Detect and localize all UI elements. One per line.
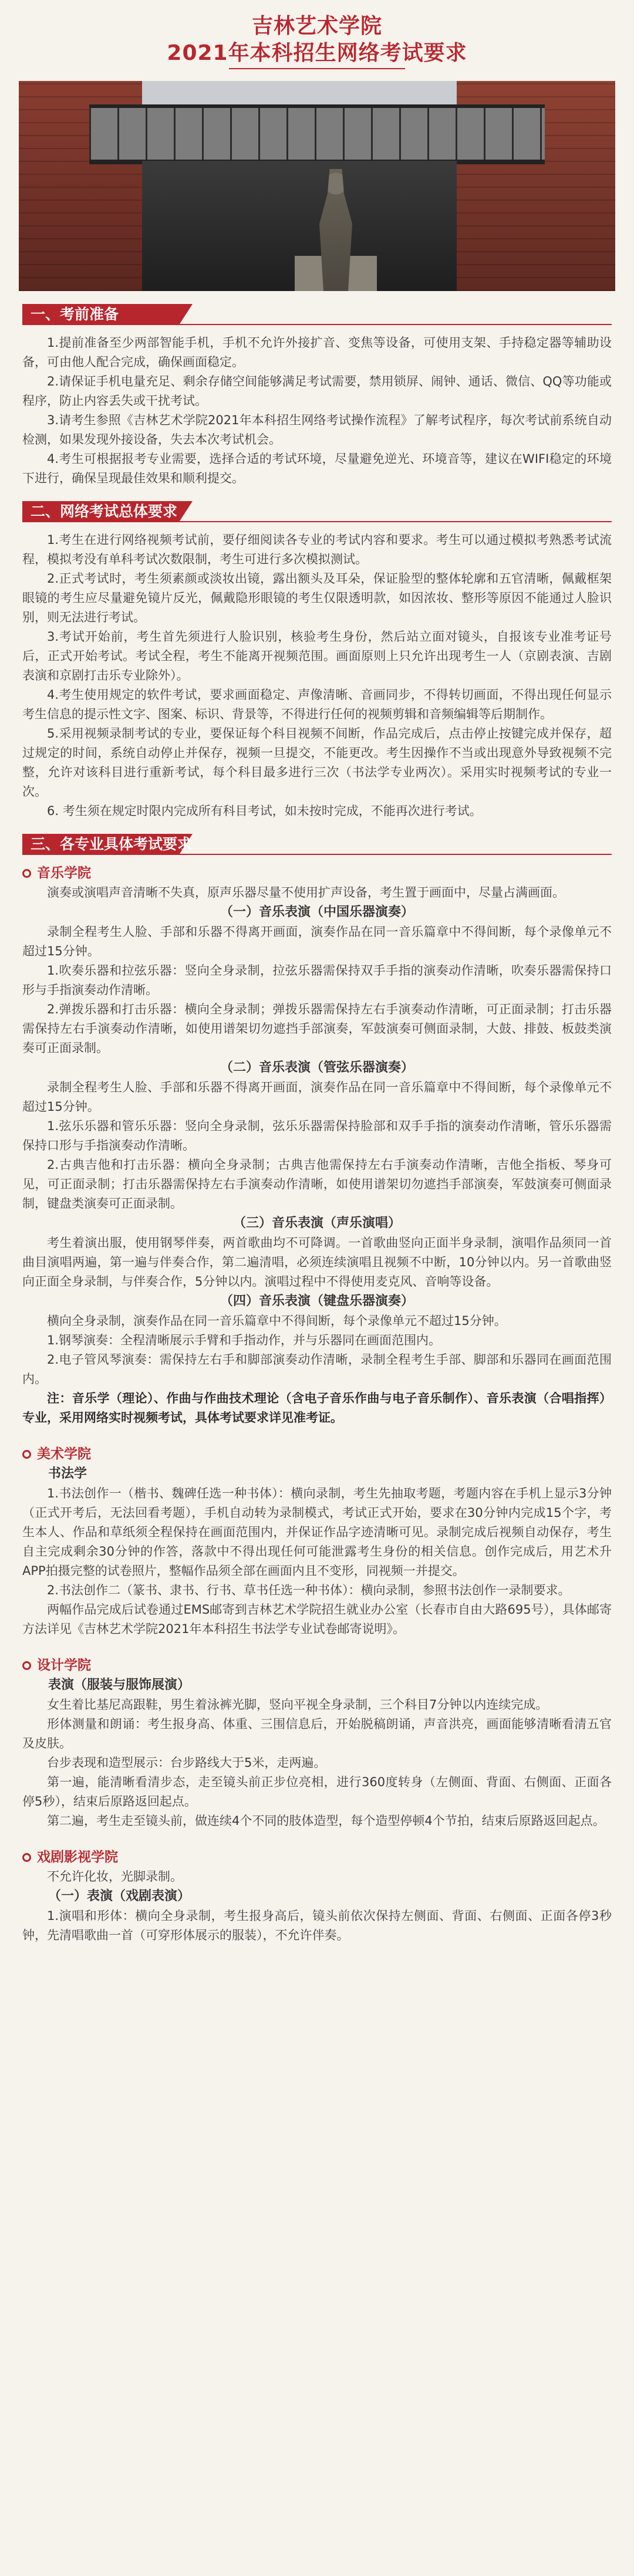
note-paragraph: 注：音乐学（理论）、作曲与作曲技术理论（含电子音乐作曲与电子音乐制作）、音乐表演（合唱指挥）专业，采用网络实时视频考试，具体考试要求详见准考证。 bbox=[22, 1391, 612, 1425]
paragraph: 1.书法创作一（楷书、魏碑任选一种书体）：横向录制，考生先抽取考题，考题内容在手机上显示3分钟（正式开考后，无法回看考题），手机自动转为录制模式，考试正式开始，要求在30分钟内完成15个字，考生本人、作品和草纸须全程保持在画面范围内，并保证作品字迹清晰可见。录制完成后视频自动保存，考生自主完成剩余30分钟的作答，落款中不得出现任何可能泄露考生身份的相关信息。创作完成后，用艺术升APP拍摄完整的试卷照片，整幅作品须全部在画面内且不变形，同视频一并提交。 bbox=[22, 1486, 612, 1578]
paragraph: 3.考试开始前，考生首先须进行人脸识别，核验考生身份，然后站立面对镜头，自报该专业准考证号后，正式开始考试。考试全程，考生不能离开视频范围。画面原则上只允许出现考生一人（京剧表演、吉剧表演和京剧打击乐专业除外）。 bbox=[22, 630, 612, 682]
paragraph: 两幅作品完成后试卷通过EMS邮寄到吉林艺术学院招生就业办公室（长春市自由大路695号），具体邮寄方法详见《吉林艺术学院2021年本科招生书法学专业试卷邮寄说明》。 bbox=[22, 1603, 612, 1636]
subsection-title: 表演（服装与服饰展演） bbox=[48, 1678, 191, 1692]
paragraph: 4.考生使用规定的软件考试，要求画面稳定、声像清晰、音画同步，不得转切画面，不得出现任何显示考生信息的提示性文字、图案、标识、背景等，不得进行任何的视频剪辑和音频编辑等后期制作。 bbox=[22, 688, 612, 721]
photo-glass-bridge bbox=[89, 104, 545, 164]
paragraph: 形体测量和朗诵：考生报身高、体重、三围信息后，开始脱稿朗诵，声音洪亮，画面能够清晰看清五官及皮肤。 bbox=[22, 1717, 612, 1750]
page-title-subtitle: 2021年本科招生网络考试要求 bbox=[167, 41, 467, 65]
section-major-requirements bbox=[22, 834, 612, 1945]
subsection-title: 书法学 bbox=[48, 1466, 87, 1481]
campus-photo bbox=[19, 81, 615, 291]
title-underline bbox=[229, 68, 405, 69]
paragraph: 录制全程考生人脸、手部和乐器不得离开画面，演奏作品在同一音乐篇章中不得间断，每个录像单元不超过15分钟。 bbox=[22, 1080, 612, 1114]
paragraph: 台步表现和造型展示：台步路线大于5米，走两遍。 bbox=[47, 1756, 326, 1770]
circle-bullet-icon bbox=[22, 1853, 31, 1862]
section-heading: 三、各专业具体考试要求 bbox=[22, 834, 612, 855]
paragraph: 1.考生在进行网络视频考试前，要仔细阅读各专业的考试内容和要求。考生可以通过模拟考熟悉考试流程，模拟考没有单科考试次数限制，考生可进行多次模拟测试。 bbox=[22, 533, 612, 566]
paragraph: 不允许化妆，光脚录制。 bbox=[47, 1870, 183, 1884]
college-heading-music: 音乐学院 bbox=[22, 863, 612, 883]
college-heading-drama: 戏剧影视学院 bbox=[22, 1847, 612, 1867]
circle-bullet-icon bbox=[22, 1450, 31, 1459]
circle-bullet-icon bbox=[22, 869, 31, 878]
section-heading: 二、网络考试总体要求 bbox=[22, 501, 612, 522]
paragraph: 1.演唱和形体：横向全身录制，考生报身高后，镜头前依次保持左侧面、背面、右侧面、正面各停3秒钟，先清唱歌曲一首（可穿形体展示的服装），不允许伴奏。 bbox=[22, 1909, 612, 1942]
paragraph: 2.古典吉他和打击乐器：横向全身录制；古典吉他需保持左右手演奏动作清晰，吉他全指板、琴身可见，可正面录制；打击乐器需保持左右手演奏动作清晰，如使用谱架切勿遮挡手部演奏，军鼓演奏可侧面录制，键盘类演奏可正面录制。 bbox=[22, 1158, 612, 1211]
paragraph: 2.电子管风琴演奏：需保持左右手和脚部演奏动作清晰，录制全程考生手部、脚部和乐器同在画面范围内。 bbox=[22, 1353, 612, 1386]
paragraph: 1.提前准备至少两部智能手机，手机不允许外接扩音、变焦等设备，可使用支架、手持稳定器等辅助设备，可由他人配合完成，确保画面稳定。 bbox=[22, 336, 612, 369]
section-exam-preparation bbox=[22, 304, 612, 488]
header bbox=[0, 0, 634, 69]
paragraph: 2.请保证手机电量充足、剩余存储空间能够满足考试需要，禁用锁屏、闹钟、通话、微信、QQ等功能或程序，防止内容丢失或干扰考试。 bbox=[22, 374, 612, 408]
paragraph: 5.采用视频录制考试的专业，要保证每个科目视频不间断，作品完成后，点击停止按键完成并保存，超过规定的时间，系统自动停止并保存，视频一旦提交，不能更改。考生因操作不当或出现意外导致视频不完整，允许对该科目进行重新考试，每个科目最多进行三次（书法学专业两次）。采用实时视频考试的专业一次。 bbox=[22, 726, 612, 799]
college-heading-design: 设计学院 bbox=[22, 1655, 612, 1675]
paragraph: 2.书法创作二（篆书、隶书、行书、草书任选一种书体）：横向录制，参照书法创作一录制要求。 bbox=[47, 1583, 571, 1597]
subsection-title: （四）音乐表演（键盘乐器演奏） bbox=[220, 1294, 414, 1309]
section-general-requirements bbox=[22, 501, 612, 821]
circle-bullet-icon bbox=[22, 1661, 31, 1670]
paragraph: 录制全程考生人脸、手部和乐器不得离开画面，演奏作品在同一音乐篇章中不得间断，每个录像单元不超过15分钟。 bbox=[22, 925, 612, 958]
paragraph: 演奏或演唱声音清晰不失真，原声乐器尽量不使用扩声设备，考生置于画面中，尽量占满画面。 bbox=[47, 885, 565, 900]
subsection-title: （一）音乐表演（中国乐器演奏） bbox=[220, 905, 414, 919]
paragraph: 2.正式考试时，考生须素颜或淡妆出镜，露出额头及耳朵，保证脸型的整体轮廓和五官清晰，佩戴框架眼镜的考生应尽量避免镜片反光，佩戴隐形眼镜的考生仅限透明款，如因浓妆、整形等原因不能通过人脸识别，则无法进行考试。 bbox=[22, 572, 612, 624]
subsection-title: （三）音乐表演（声乐演唱） bbox=[232, 1216, 401, 1230]
subsection-title: （二）音乐表演（管弦乐器演奏） bbox=[220, 1060, 414, 1075]
paragraph: 女生着比基尼高跟鞋，男生着泳裤光脚，竖向平视全身录制，三个科目7分钟以内连续完成。 bbox=[47, 1698, 548, 1712]
paragraph: 6. 考生须在规定时限内完成所有科目考试，如未按时完成，不能再次进行考试。 bbox=[47, 804, 482, 818]
paragraph: 1.弦乐乐器和管乐乐器：竖向全身录制，弦乐乐器需保持脸部和双手手指的演奏动作清晰，管乐乐器需保持口形与手指演奏动作清晰。 bbox=[22, 1119, 612, 1152]
paragraph: 第二遍，考生走至镜头前，做连续4个不同的肢体造型，每个造型停顿4个节拍，结束后原路返回起点。 bbox=[47, 1814, 605, 1828]
subsection-title: （一）表演（戏剧表演） bbox=[48, 1889, 191, 1904]
paragraph: 横向全身录制，演奏作品在同一音乐篇章中不得间断，每个录像单元不超过15分钟。 bbox=[47, 1314, 507, 1328]
paragraph: 考生着演出服，使用钢琴伴奏，两首歌曲均不可降调。一首歌曲竖向正面半身录制，演唱作品须同一首曲目演唱两遍，第一遍与伴奏合作，第二遍清唱，必须连续演唱且视频不中断，10分钟以内。另一首歌曲竖向正面全身录制，与伴奏合作，5分钟以内。演唱过程中不得使用麦克风、音响等设备。 bbox=[22, 1236, 612, 1289]
paragraph: 4.考生可根据报考专业需要，选择合适的考试环境，尽量避免逆光、环境音等，建议在WIFI稳定的环境下进行，确保呈现最佳效果和顺利提交。 bbox=[22, 452, 612, 485]
college-heading-fineart: 美术学院 bbox=[22, 1444, 612, 1464]
paragraph: 3.请考生参照《吉林艺术学院2021年本科招生网络考试操作流程》了解考试程序，每次考试前系统自动检测，如果发现外接设备，失去本次考试机会。 bbox=[22, 413, 612, 447]
paragraph: 1.钢琴演奏：全程清晰展示手臂和手指动作，并与乐器同在画面范围内。 bbox=[47, 1333, 441, 1347]
paragraph: 2.弹拨乐器和打击乐器：横向全身录制；弹拨乐器需保持左右手演奏动作清晰，可正面录制；打击乐器需保持左右手演奏动作清晰，如使用谱架切勿遮挡手部演奏，军鼓演奏可侧面录制，大鼓、排鼓、板鼓类演奏可正面录制。 bbox=[22, 1002, 612, 1055]
paragraph: 第一遍，能清晰看清步态，走至镜头前正步位亮相，进行360度转身（左侧面、背面、右侧面、正面各停5秒），结束后原路返回起点。 bbox=[22, 1775, 612, 1808]
page-title-school: 吉林艺术学院 bbox=[251, 14, 382, 38]
section-heading: 一、考前准备 bbox=[22, 304, 612, 325]
paragraph: 1.吹奏乐器和拉弦乐器：竖向全身录制，拉弦乐器需保持双手手指的演奏动作清晰，吹奏乐器需保持口形与手指演奏动作清晰。 bbox=[22, 964, 612, 997]
